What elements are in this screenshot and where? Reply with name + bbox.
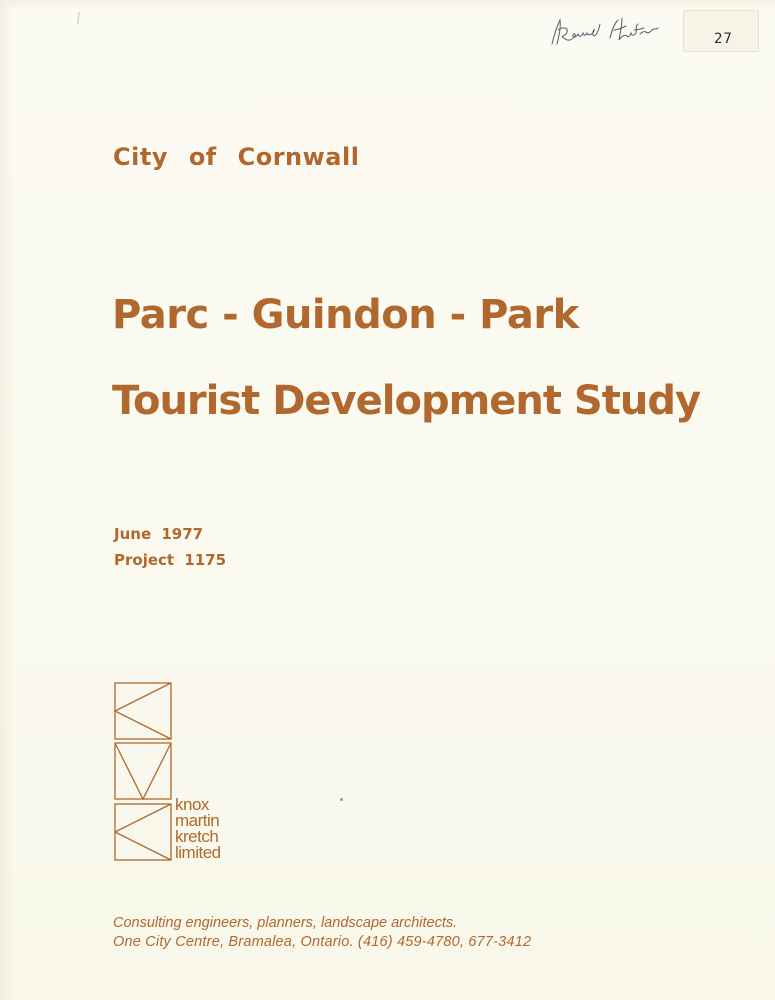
report-date: June 1977: [114, 525, 204, 543]
logo-square-bottom: [115, 804, 171, 860]
title-line-1: Parc - Guindon - Park: [112, 292, 579, 338]
company-logo: [114, 682, 174, 862]
company-name-line: limited: [175, 843, 221, 862]
handwritten-signature: [548, 14, 678, 50]
company-name-line: kretch: [175, 827, 219, 846]
logo-triangle-left-bottom: [115, 804, 171, 860]
project-number: Project 1175: [114, 551, 227, 569]
page-number: 27: [714, 31, 733, 47]
company-name: [175, 797, 221, 861]
pencil-mark: [77, 12, 80, 24]
company-description: Consulting engineers, planners, landscape architects.: [113, 915, 458, 931]
scan-edge-shadow: [0, 0, 14, 1000]
company-name-line: martin: [175, 811, 220, 830]
logo-triangle-down: [115, 743, 171, 799]
company-address: One City Centre, Bramalea, Ontario. (416) 459-4780, 677-3412: [113, 934, 532, 950]
logo-square-middle: [115, 743, 171, 799]
logo-triangle-left: [115, 683, 171, 739]
scan-speck: [340, 798, 343, 801]
company-name-line: knox: [175, 795, 209, 814]
client-name: City of Cornwall: [113, 143, 360, 171]
scan-edge-shadow-top: [0, 0, 775, 10]
logo-square-top: [115, 683, 171, 739]
title-line-2: Tourist Development Study: [112, 378, 701, 424]
